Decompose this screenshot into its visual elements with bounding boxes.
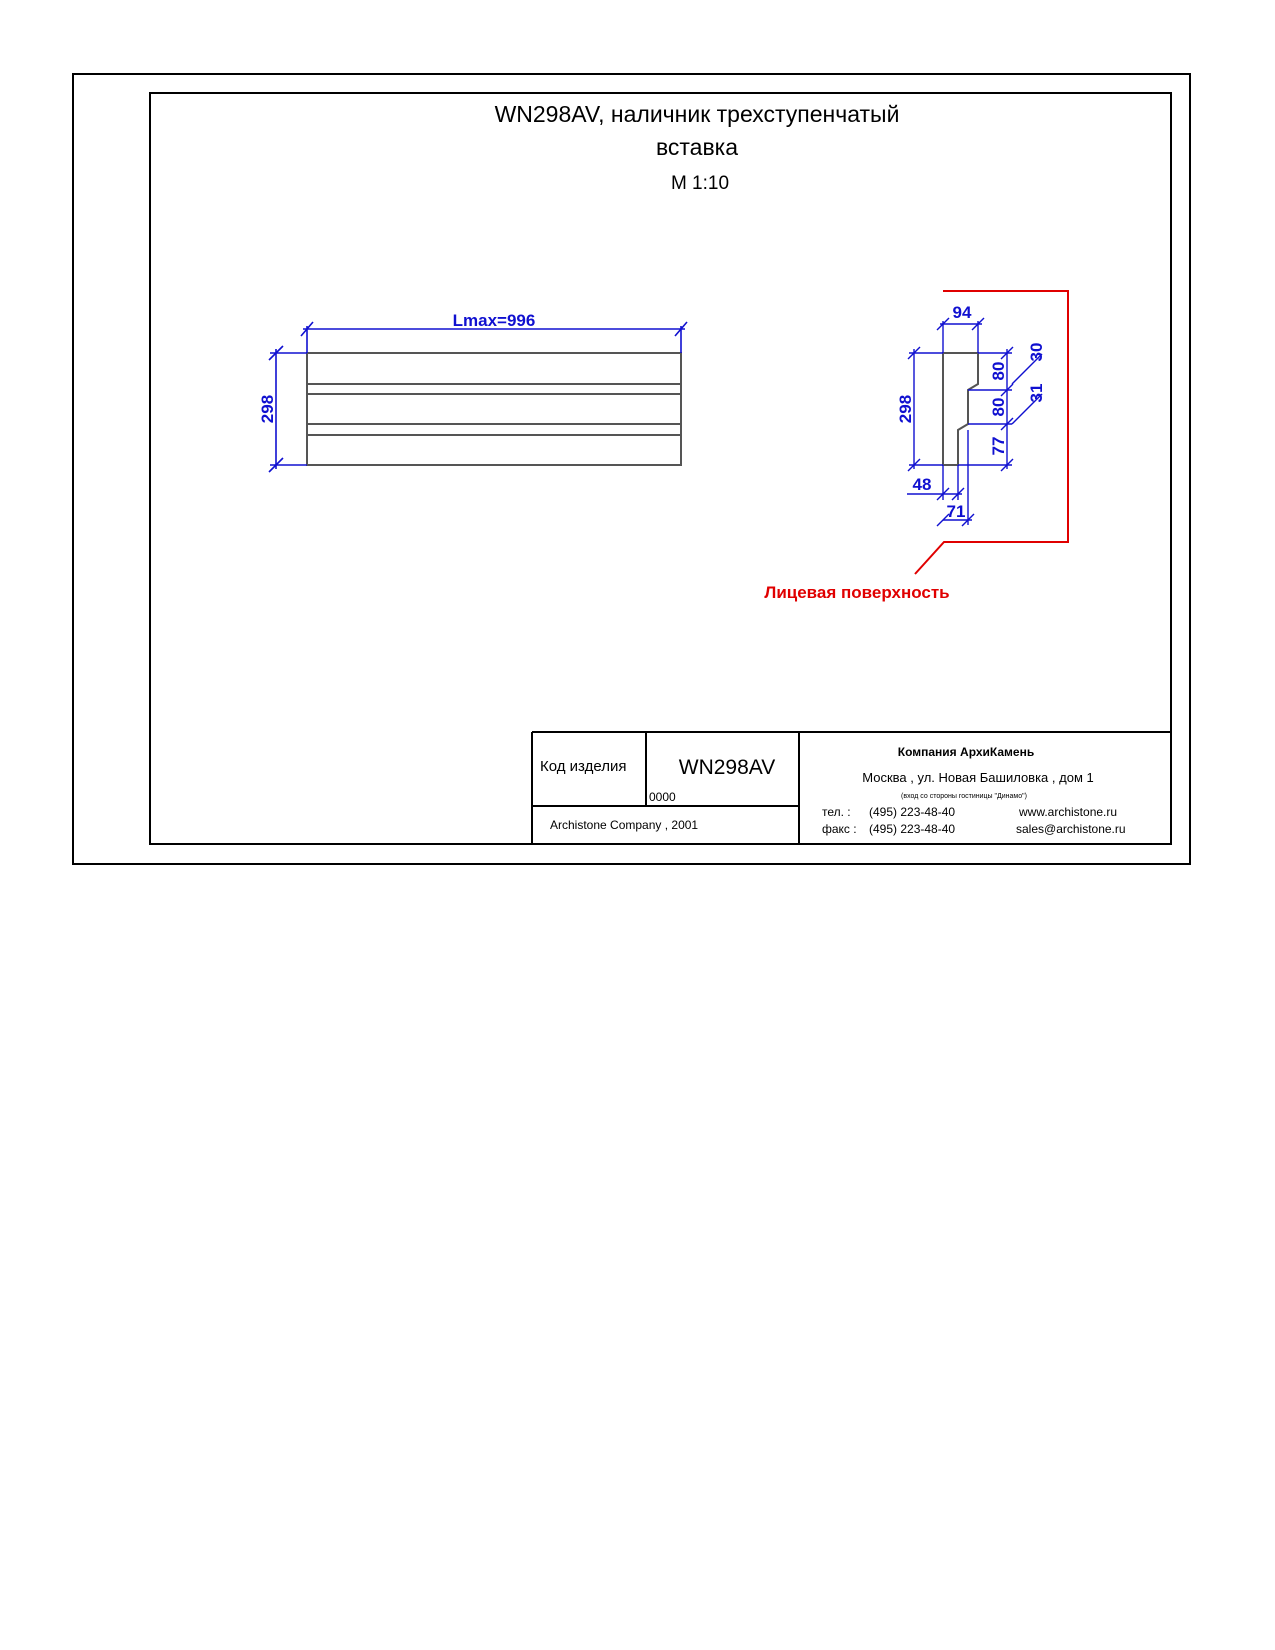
section-proj1-label: 30: [1027, 342, 1046, 362]
phone-number: (495) 223-48-40: [869, 805, 956, 819]
fax-number: (495) 223-48-40: [869, 822, 956, 836]
front-view-dimensions: [269, 322, 687, 472]
section-height-label: 298: [896, 394, 915, 424]
section-step1-label: 80: [989, 361, 1008, 381]
front-view-part: [307, 353, 681, 465]
section-step2-label: 80: [989, 397, 1008, 417]
section-proj2-label: 31: [1027, 383, 1046, 403]
drawing-title: WN298AV, наличник трехступенчатый: [494, 101, 900, 127]
copyright-text: Archistone Company , 2001: [550, 818, 699, 832]
fax-label: факс :: [822, 822, 857, 836]
drawing-scale: M 1:10: [670, 173, 730, 194]
company-website: www.archistone.ru: [1019, 805, 1118, 819]
drawing-subtitle: вставка: [655, 134, 739, 160]
face-surface-label: Лицевая поверхность: [764, 583, 950, 602]
section-top-width-label: 94: [952, 303, 972, 322]
front-view: [258, 311, 687, 472]
company-name: Компания АрхиКамень: [897, 745, 1035, 759]
section-profile: [943, 353, 978, 465]
length-dimension-label: Lmax=996: [452, 311, 536, 330]
company-address-note: (вход со стороны гостиницы "Динамо"): [901, 793, 1027, 800]
face-surface-marker: [912, 291, 1068, 574]
section-view: [764, 291, 1068, 602]
sheet-number: 0000: [649, 790, 676, 804]
title-block: [532, 732, 1171, 844]
company-email: sales@archistone.ru: [1016, 822, 1126, 836]
company-address: Москва , ул. Новая Башиловка , дом 1: [862, 770, 1094, 785]
section-base-width-label: 71: [946, 502, 966, 521]
product-code-value: WN298AV: [678, 756, 776, 779]
section-base-left-label: 48: [912, 475, 932, 494]
product-code-label: Код изделия: [540, 758, 627, 775]
section-step3-label: 77: [989, 436, 1008, 456]
phone-label: тел. :: [822, 805, 851, 819]
height-dimension-label: 298: [258, 394, 277, 424]
section-dimensions: [907, 318, 1042, 526]
